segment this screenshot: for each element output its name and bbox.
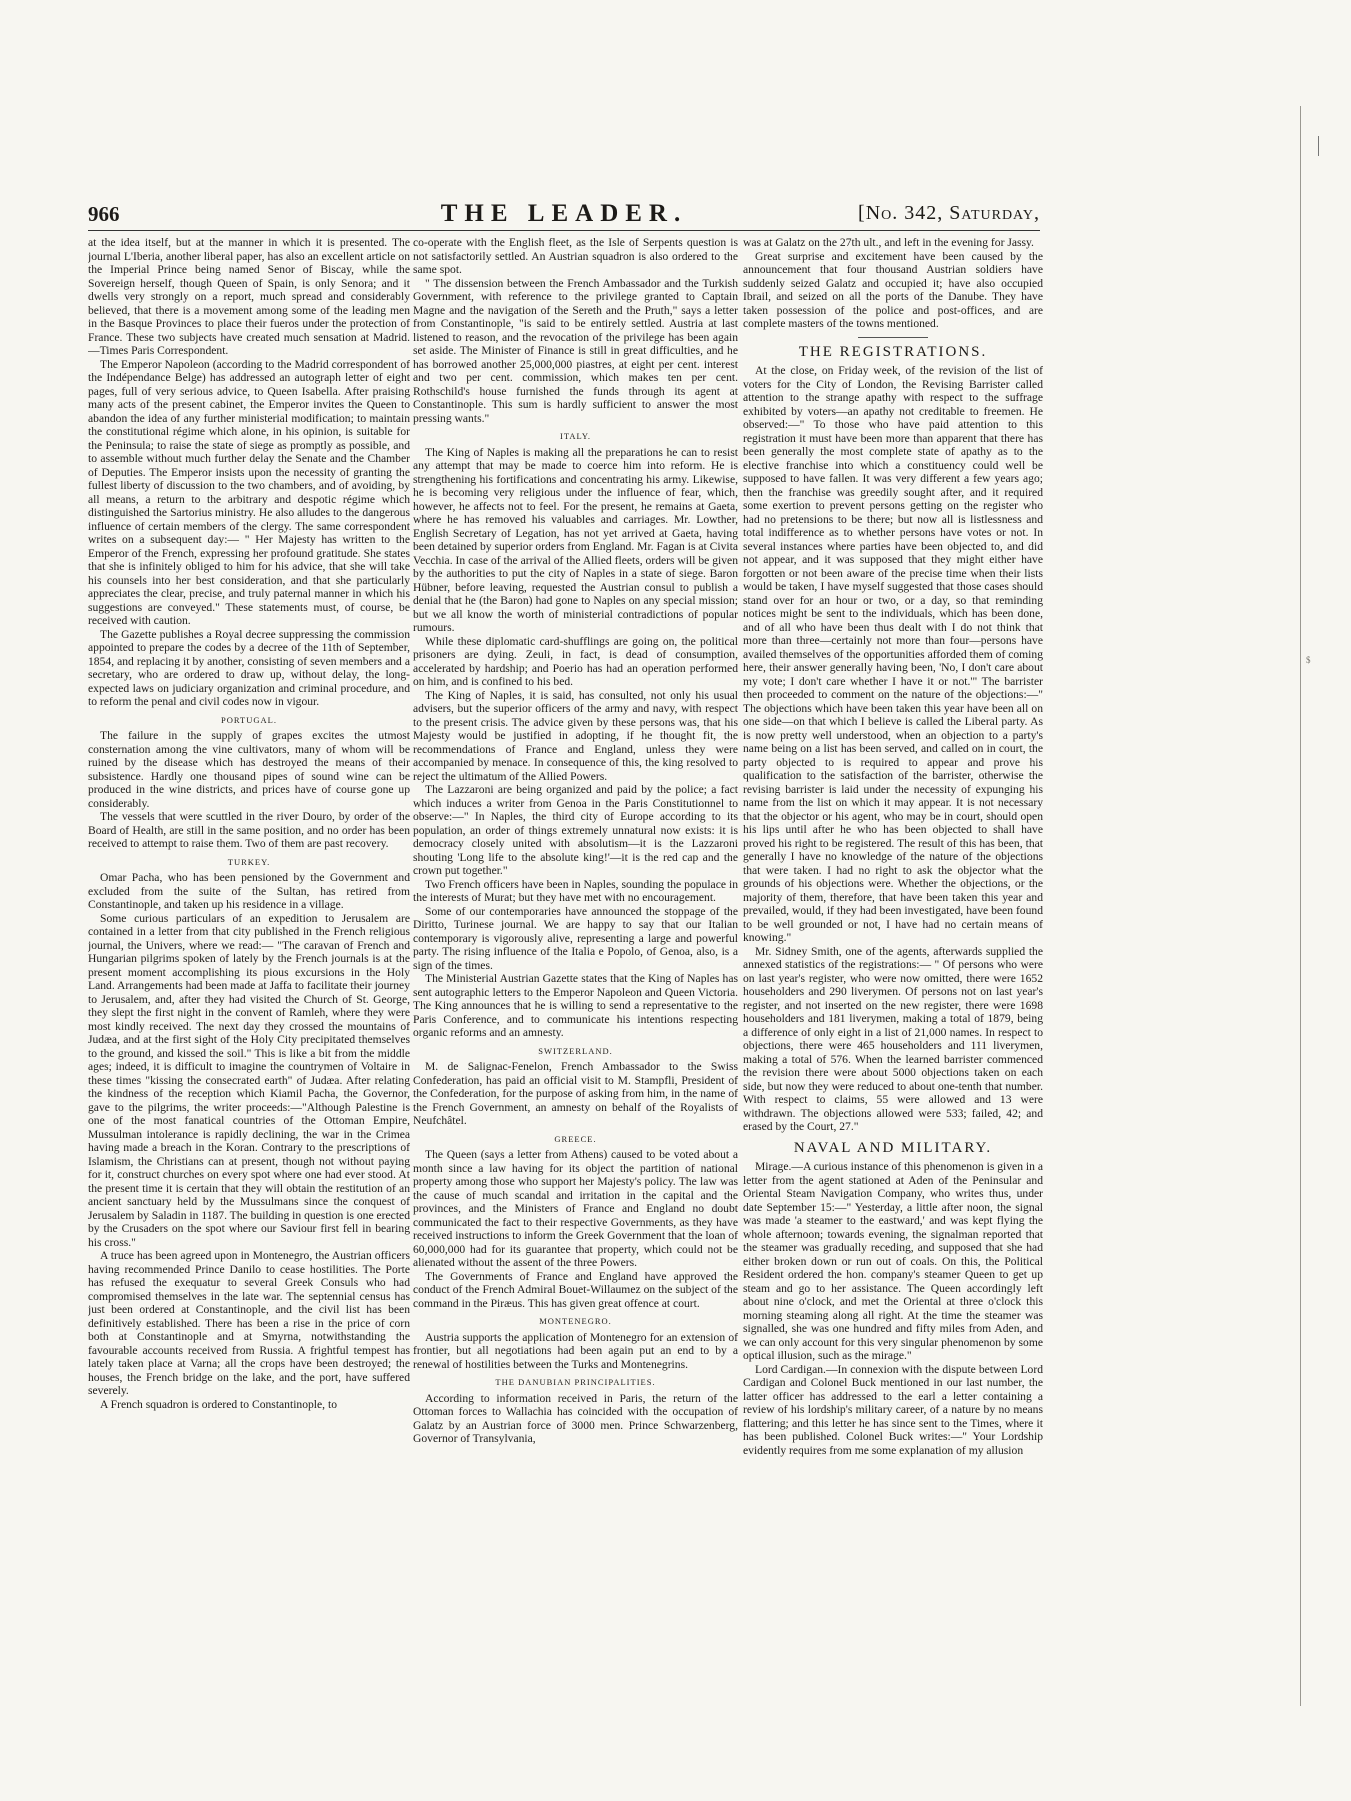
- paragraph: Lord Cardigan.—In connexion with the dispute between Lord Cardigan and Colonel Buck mentioned in our last number, the latter officer has addressed to the earl a letter containing a review of his lordship's military career, of a nature by no means flattering; and this letter he has since sent to the Times, where it has been published. Colonel Buck writes:—" Your Lordship evidently requires from me some explanation of my allusion: [743, 1362, 1043, 1457]
- paragraph: was at Galatz on the 27th ult., and left in the evening for Jassy.: [743, 236, 1034, 249]
- scan-edge-line: [1300, 106, 1301, 1706]
- column-3: [743, 236, 1043, 1768]
- paragraph: The Gazette publishes a Royal decree suppressing the commission appointed to prepare the codes by a decree of the 11th of September, 1854, and replacing it by another, consisting of seven members and a secretary, who are ordered to draw up, without delay, the long-expected laws on judiciary organization and criminal procedure, and to reform the penal and civil codes now in vigour.: [88, 627, 410, 708]
- paragraph: The Governments of France and England have approved the conduct of the French Admiral Bouet-Willaumez on the subject of the command in the Piræus. This has given great offence at court.: [413, 1269, 738, 1310]
- article-title-registrations: THE REGISTRATIONS.: [798, 343, 988, 360]
- paragraph: The Lazzaroni are being organized and paid by the police; a fact which induces a writer from Genoa in the Paris Constitutionnel to observe:—" In Naples, the third city of Europe according to its population, an order of things extremely unnatural now exists: it is democracy closely united with absolutism—it is the Lazzaroni shouting 'Long life to the absolute king!'—it is the red cap and the crown put together.": [413, 783, 738, 877]
- divider: [858, 337, 928, 338]
- paragraph: " The dissension between the French Ambassador and the Turkish Government, with reference to the privilege granted to Captain Magne and the navigation of the Sereth and the Pruth," says a letter from Constantinople, "is said to be entirely settled. Austria at last listened to reason, and the revocation of the privilege has been again set aside. The Minister of Finance is still in great difficulties, and he has borrowed another 25,000,000 piastres, at eight per cent. interest and two per cent. commission, which makes ten per cent. Rothschild's house furnished the funds through its agent at Constantinople. This sum is hardly sufficient to answer the most pressing wants.": [413, 276, 738, 425]
- paragraph: Austria supports the application of Montenegro for an extension of frontier, but all negotiations had been again put an end to by a renewal of hostilities between the Turks and Montenegrins.: [413, 1330, 738, 1371]
- paragraph: M. de Salignac-Fenelon, French Ambassador to the Swiss Confederation, has paid an official visit to M. Stampfli, President of the Confederation, for the purpose of asking from him, in the name of the French Government, an amnesty on behalf of the Royalists of Neufchâtel.: [413, 1060, 738, 1127]
- section-heading-greece: GREECE.: [554, 1133, 597, 1144]
- paragraph: A French squadron is ordered to Constantinople, to: [100, 1397, 337, 1411]
- paragraph: A truce has been agreed upon in Montenegro, the Austrian officers having recommended Prince Danilo to cease hostilities. The Porte has refused the exequatur to several Greek Consuls who had compromised themselves in the late war. The septennial census has just been ordered at Constantinople, and the civil list has been definitively established. There has been a rise in the price of corn both at Constantinople and at Smyrna, notwithstanding the favourable accounts received from Russia. A frightful tempest has lately taken place at Varna; all the crops have been destroyed; the houses, the French bridge on the lake, and the port, have suffered severely.: [88, 1249, 410, 1397]
- paragraph: Some of our contemporaries have announced the stoppage of the Diritto, Turinese journal. We are happy to say that our Italian contemporary is vigorously alive, representing a large and powerful party. The rising influence of the Italia e Popolo, of Genoa, also, is a sign of the times.: [413, 904, 738, 972]
- paragraph: The Ministerial Austrian Gazette states that the King of Naples has sent autographic letters to the Emperor Napoleon and Queen Victoria. The King announces that he is willing to send a representative to the Paris Conference, and to communicate his intentions respecting organic reforms and an amnesty.: [413, 972, 738, 1039]
- page-number: 966: [88, 202, 120, 226]
- paragraph: The Queen (says a letter from Athens) caused to be voted about a month since a law having for its object the partition of national property among those who support her Majesty's policy. The law was the cause of much scandal and irritation in the capital and the provinces, and the Ministers of France and England no doubt communicated the fact to their respective Governments, as they have received instructions to inform the Greek Government that the loan of 60,000,000 had for its guarantee that property, which could not be alienated without the assent of the three Powers.: [413, 1148, 738, 1269]
- paragraph: The King of Naples is making all the preparations he can to resist any attempt that may be made to coerce him into reform. He is strengthening his fortifications and concentrating his army. Likewise, he is becoming very religious under the influence of fear, which, however, he affects not to feel. For the present, he remains at Gaeta, where he has removed his valuables and carriages. Mr. Lowther, English Secretary of Legation, has not yet arrived at Gaeta, having been detained by superior orders from England. Mr. Fagan is at Civita Vecchia. In case of the arrival of the Allied fleets, orders will be given by the authorities to put the city of Naples in a state of siege. Baron Hübner, before leaving, requested the Austrian consul to publish a denial that he (the Baron) had gone to Naples on any special mission; but we all know the worth of ministerial contradictions of popular rumours.: [413, 445, 738, 634]
- paragraph: Two French officers have been in Naples, sounding the populace in the interests of Murat; but they have met with no encouragement.: [413, 877, 738, 904]
- section-heading-turkey: TURKEY.: [227, 856, 271, 867]
- section-heading-portugal: PORTUGAL.: [221, 714, 277, 725]
- newspaper-title: THE LEADER.: [440, 200, 688, 227]
- paragraph: The failure in the supply of grapes excites the utmost consternation among the vine cultivators, many of whom will be ruined by the disease which has destroyed the means of their subsistence. Hardly one thousand pipes of sound wine can be produced in the wine districts, and prices have of course gone up considerably.: [88, 729, 410, 810]
- section-heading-italy: ITALY.: [560, 431, 591, 441]
- section-heading-switzerland: SWITZERLAND.: [538, 1045, 613, 1056]
- paragraph: While these diplomatic card-shufflings are going on, the political prisoners are dying. Zeuli, in fact, is dead of consumption, accelerated by hardship; and Poerio has had an operation performed on him, and is confined to his bed.: [413, 634, 738, 688]
- masthead: [88, 200, 1040, 231]
- paragraph: At the close, on Friday week, of the revision of the list of voters for the City of London, the Revising Barrister called attention to the strange apathy with respect to the suffrage exhibited by voters—an apathy not creditable to freemen. He observed:—" To those who have paid attention to this registration it must have been more than apparent that there has been generally the most complete state of apathy as to the elective franchise into which a constituency could well be supposed to have fallen. It was very different a few years ago; then the franchise was greedily sought after, and it required some exertion to prevent persons getting on the register who had no pretensions to be there; but now all is listlessness and total indifference as to whether persons have votes or not. In several instances where parties have been objected to, and did not appear, and it was supposed that they might either have forgotten or not been aware of the precise time when their lists would be taken, I have myself suggested that those cases should stand over for an hour or two, or a day, so that reminding notices might be sent to the individuals, which has been done, and of all who have been thus dealt with I do not think that more than three—certainly not more than four—persons have availed themselves of the opportunities afforded them of coming here, their answer generally having been, 'No, I don't care about my vote; I don't care whether I have it or not.'" The barrister then proceeded to comment on the nature of the objections:—" The objections which have been taken this year have been all on one side—on that which I believe is called the Liberal party. As is now pretty well understood, when an objection to a party's name being on a list has been served, and called on in court, the party objected to is required to appear and prove his qualification to the satisfaction of the barrister, otherwise the revising barrister is laid under the necessity of expunging his name from the list on which it may appear. It is not necessary that the objector or his agent, who may be in court, should open his lips until after he who has been objected to shall have proved his right to be registered. The result of this has been, that generally I have no knowledge of the nature of the objections that were taken. I had no right to ask the objector what the grounds of his objections were. Whether the objections, or the majority of them, therefore, that have been taken this year and prevailed, would, if they had been investigated, have been found to be well grounded or not, I have had no certain means of knowing.": [743, 364, 1043, 944]
- section-heading-danubian: THE DANUBIAN PRINCIPALITIES.: [495, 1377, 656, 1387]
- paragraph: The Emperor Napoleon (according to the Madrid correspondent of the Indépendance Belge) has addressed an autograph letter of eight pages, full of very serious advice, to Queen Isabella. After praising many acts of the present cabinet, the Emperor invites the Queen to abandon the idea of any further ministerial modification; to maintain the constitutional régime which alone, in his opinion, is suitable for the Peninsula; to raise the state of siege as promptly as possible, and to assemble without much further delay the Senate and the Chamber of Deputies. The Emperor insists upon the necessity of granting the fullest liberty of discussion to the two chambers, and of avoiding, by all means, a return to the arbitrary and despotic régime which distinguished the Sartorius ministry. He also alludes to the dangerous influence of certain members of the clergy. The same correspondent writes on a subsequent day:— " Her Majesty has written to the Emperor of the French, expressing her profound gratitude. She states that she is infinitely obliged to him for his advice, that she will take his counsels into her best consideration, and that she particularly appreciates the clear, precise, and truly paternal manner in which his suggestions are conveyed." These statements must, of course, be received with caution.: [88, 357, 410, 627]
- margin-speck: $: [1306, 655, 1311, 665]
- paragraph: Mr. Sidney Smith, one of the agents, afterwards supplied the annexed statistics of the registrations:— " Of persons who were on last year's register, who were now omitted, there were 1652 householders and 290 liverymen. Of persons not on last year's register, and not inserted on the new register, there were 1698 householders and 181 liverymen, making a total of 1879, being a difference of only eight in a list of 21,000 names. In respect to objections, there were 465 householders and 111 liverymen, making a total of 576. When the learned barrister commenced the revision there were about 5000 objections taken on each side, but now they were reduced to about one-tenth that number. With respect to claims, 55 were allowed and 13 were withdrawn. The objections allowed were 533; failed, 42; and erased by the Court, 27.": [743, 944, 1043, 1133]
- paragraph: Some curious particulars of an expedition to Jerusalem are contained in a letter from that city published in the French religious journal, the Univers, where we read:— "The caravan of French and Hungarian pilgrims spoken of lately by the French journals is at the present moment accomplishing its pious excursions in the Holy Land. Arrangements had been made at Jaffa to facilitate their journey to Jerusalem, and, after they had visited the Church of St. George, they slept the first night in the convent of Ramleh, where they were most kindly received. The next day they crossed the mountains of Judæa, and at the first sight of the Holy City precipitated themselves to the ground, and kissed the soil." This is like a bit from the middle ages; indeed, it is difficult to imagine the countrymen of Voltaire in these times "kissing the consecrated earth" of Judæa. After relating the kindness of the reception which Kiamil Pacha, the Governor, gave to the pilgrims, the writer proceeds:—"Although Palestine is one of the most fanatical countries of the Ottoman Empire, Mussulman intolerance is rapidly declining, the war in the Crimea having made a breach in the Koran. Contrary to the prescriptions of Islamism, the Christians can at present, though not without paying for it, construct churches on every spot where one had ever stood. At the present time it is certain that they will obtain the restitution of an ancient sanctuary held by the Mussulmans since the conquest of Jerusalem by Saladin in 1187. The building in question is one erected by the Crusaders on the spot where our Saviour first fell in bearing his cross.": [88, 911, 410, 1249]
- section-heading-montenegro: MONTENEGRO.: [539, 1316, 612, 1326]
- paragraph: at the idea itself, but at the manner in which it is presented. The journal L'Iberia, another liberal paper, has also an excellent article on the Imperial Prince being named Senor of Biscay, while the Sovereign herself, though Queen of Spain, is only Senora; and it dwells very strongly on a report, much spread and considerably believed, that there is a movement among some of the leading men in the Basque Provinces to place their fueros under the protection of France. These two subjects have created much sensation at Madrid.—Times Paris Correspondent.: [88, 236, 410, 357]
- paragraph: Mirage.—A curious instance of this phenomenon is given in a letter from the agent stationed at Aden of the Peninsular and Oriental Steam Navigation Company, who writes thus, under date September 15:—" Yesterday, a little after noon, the signal was made 'a steamer to the eastward,' and was kept flying the whole afternoon; towards evening, the signalman reported that the steamer was gradually receding, and supposed that she had either broken down or run out of coals. On this, the Political Resident ordered the hon. company's steamer Queen to get up steam and go to her assistance. The Queen accordingly left about nine o'clock, and met the Oriental at three o'clock this morning steaming along all right. At the time the steamer was signalled, she was one hundred and fifty miles from Aden, and we can only account for this very singular phenomenon by some optical illusion, such as the mirage.": [743, 1160, 1043, 1362]
- paragraph: Omar Pacha, who has been pensioned by the Government and excluded from the suite of the Sultan, has retired from Constantinople, and taken up his residence in a village.: [88, 871, 410, 911]
- paragraph: The King of Naples, it is said, has consulted, not only his usual advisers, but the superior officers of the army and navy, with respect to the present crisis. The advice given by these persons was, that his Majesty would be justified in adopting, if he thought fit, the recommendations of France and England, unless they were accompanied by menace. In consequence of this, the king resolved to reject the ultimatum of the Allied Powers.: [413, 688, 738, 783]
- paragraph: Great surprise and excitement have been caused by the announcement that four thousand Austrian soldiers have suddenly seized Galatz and occupied it; have also occupied Ibrail, and seized on all the ports of the Danube. They have taken possession of the police and post-offices, and are complete masters of the towns mentioned.: [743, 249, 1043, 330]
- article-title-naval-military: NAVAL AND MILITARY.: [793, 1139, 993, 1156]
- paragraph: According to information received in Paris, the return of the Ottoman forces to Wallachia has coincided with the occupation of Galatz by an Austrian force of 3000 men. Prince Schwarzenberg, Governor of Transylvania,: [413, 1391, 738, 1445]
- paragraph: co-operate with the English fleet, as the Isle of Serpents question is not satisfactorily settled. An Austrian squadron is also ordered to the same spot.: [413, 236, 738, 276]
- paragraph: The vessels that were scuttled in the river Douro, by order of the Board of Health, are still in the same position, and no order has been received to attempt to raise them. Two of them are past recovery.: [88, 810, 410, 850]
- scan-edge-tick: [1318, 136, 1319, 156]
- column-2: [413, 236, 738, 1768]
- issue-label: [No. 342, Saturday,: [858, 202, 1040, 224]
- column-1: [88, 236, 410, 1768]
